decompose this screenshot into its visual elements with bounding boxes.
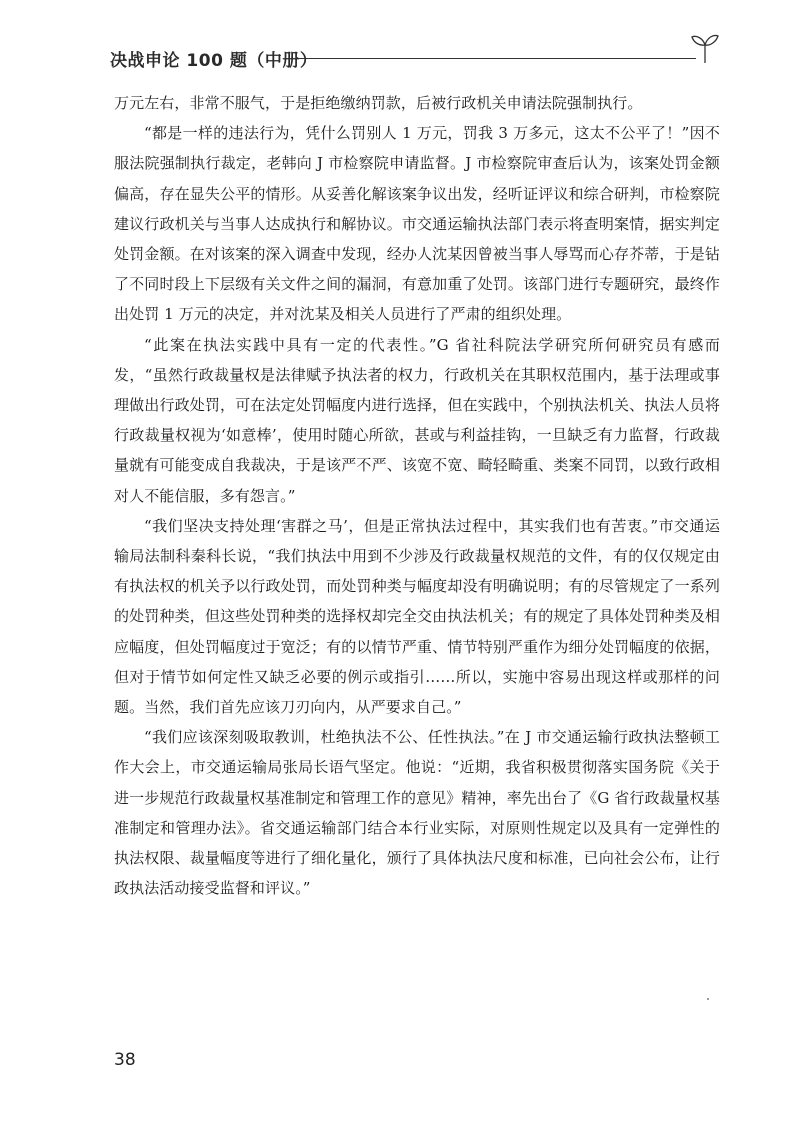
paragraph-3: “此案在执法实践中具有一定的代表性。”G 省社科院法学研究所何研究员有感而发，“虽然行政裁量权是法律赋予执法者的权力，行政机关在其职权范围内，基于法理或事理做出行政处罚，可在法定处罚幅度内进行选择，但在实践中，个别执法机关、执法人员将行政裁量权视为‘如意棒’，使用时随心所欲，甚或与利益挂钩，一旦缺乏有力监督，行政裁量就有可能变成自我裁决，于是该严不严、该宽不宽、畸轻畸重、类案不同罚，以致行政相对人不能信服，多有怨言。”	[114, 335, 720, 505]
running-head-title: 决战申论 100 题（中册）	[110, 51, 318, 71]
paragraph-5: “我们应该深刻吸取教训，杜绝执法不公、任性执法。”在 J 市交通运输行政执法整顿工作大会上，市交通运输局张局长语气坚定。他说：“近期，我省积极贯彻落实国务院《关于进一步规范行政裁量权基准制定和管理工作的意见》精神，率先出台了《G 省行政裁量权基准制定和管理办法》。省交通运输部门结合本行业实际，对原则性规定以及具有一定弹性的执法权限、裁量幅度等进行了细化量化，颁行了具体执法尺度和标准，已向社会公布，让行政执法活动接受监督和评议。”	[114, 728, 720, 898]
running-head	[110, 42, 720, 72]
scan-speck	[707, 998, 709, 1000]
running-head-rule	[298, 58, 696, 59]
paragraph-2: “都是一样的违法行为，凭什么罚别人 1 万元，罚我 3 万多元，这太不公平了！”因不服法院强制执行裁定，老韩向 J 市检察院申请监督。J 市检察院审查后认为，该案处罚金额偏高，存在显失公平的情形。从妥善化解该案争议出发，经听证评议和综合研判，市检察院建议行政机关与当事人达成执行和解协议。市交通运输执法部门表示将查明案情，据实判定处罚金额。在对该案的深入调查中发现，经办人沈某因曾被当事人辱骂而心存芥蒂，于是钻了不同时段上下层级有关文件之间的漏洞，有意加重了处罚。该部门进行专题研究，最终作出处罚 1 万元的决定，并对沈某及相关人员进行了严肃的组织处理。	[114, 124, 720, 324]
sprout-icon	[690, 30, 720, 64]
paragraph-4: “我们坚决支持处理‘害群之马’，但是正常执法过程中，其实我们也有苦衷。”市交通运输局法制科秦科长说，“我们执法中用到不少涉及行政裁量权规范的文件，有的仅仅规定由有执法权的机关予以行政处罚，而处罚种类与幅度却没有明确说明；有的尽管规定了一系列的处罚种类，但这些处罚种类的选择权却完全交由执法机关；有的规定了具体处罚种类及相应幅度，但处罚幅度过于宽泛；有的以情节严重、情节特别严重作为细分处罚幅度的依据，但对于情节如何定性又缺乏必要的例示或指引……所以，实施中容易出现这样或那样的问题。当然，我们首先应该刀刃向内，从严要求自己。”	[114, 516, 720, 717]
page-number: 38	[114, 1050, 136, 1070]
article-body	[114, 88, 720, 903]
paragraph-1: 万元左右，非常不服气，于是拒绝缴纳罚款，后被行政机关申请法院强制执行。	[114, 94, 643, 112]
